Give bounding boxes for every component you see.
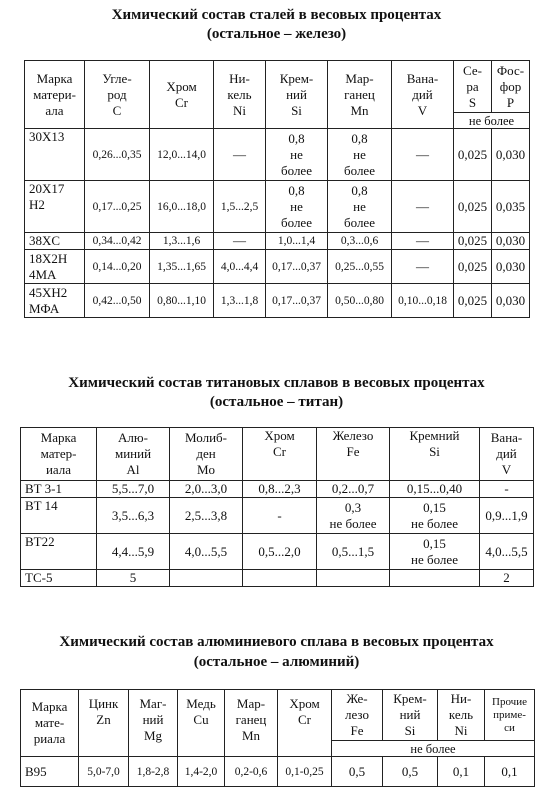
table-cell: 0,035 [492,181,530,233]
table-cell: 0,8 не более [266,181,328,233]
table-cell: 38XC [25,233,85,250]
header-cell: Хром Cr [278,690,332,757]
table-row [25,129,530,181]
table-cell: 0,2-0,6 [225,757,278,787]
table-cell: 0,15 не более [390,498,480,534]
table-cell: 20X17 H2 [25,181,85,233]
header-cell: Фос- фор P [492,61,530,113]
table-cell: 5,5...7,0 [97,481,170,498]
header-cell: Марка матер- иала [21,428,97,481]
header-cell: Хром Cr [243,428,317,481]
header-cell: Марка мате- риала [21,690,79,757]
header-cell: Марка матери- ала [25,61,85,129]
table-cell: 0,025 [454,129,492,181]
table-cell: BT22 [21,534,97,570]
header-cell: Мар- ганец Mn [328,61,392,129]
table-cell: 0,80...1,10 [150,284,214,318]
titanium-title: Химический состав титановых сплавов в весовых процентах [68,375,485,391]
table-cell: 0,8 не более [266,129,328,181]
table-cell: — [392,250,454,284]
header-cell: Железо Fe [317,428,390,481]
table-cell: TC-5 [21,570,97,587]
table-cell [170,570,243,587]
table-cell: 1,35...1,65 [150,250,214,284]
table-row [21,481,534,498]
table-cell: 0,030 [492,250,530,284]
table-cell [317,570,390,587]
table-cell: 0,17...0,37 [266,284,328,318]
aluminium-table [20,689,535,787]
table-cell: BT 14 [21,498,97,534]
steel-table [24,60,530,318]
table-cell: 0,9...1,9 [480,498,534,534]
table-cell: 0,8 не более [328,129,392,181]
table-cell: 12,0...14,0 [150,129,214,181]
table-cell: - [480,481,534,498]
table-cell: 0,10...0,18 [392,284,454,318]
table-row [25,284,530,318]
table-row [21,498,534,534]
aluminium-header-row [21,690,535,741]
table-cell: 1,5...2,5 [214,181,266,233]
steel-header-row [25,61,530,113]
table-cell: 1,8-2,8 [129,757,178,787]
table-cell: 0,42...0,50 [85,284,150,318]
header-cell: Вана- дий V [480,428,534,481]
table-cell: 0,15...0,40 [390,481,480,498]
table-cell: — [392,233,454,250]
table-cell: 0,5 [332,757,383,787]
table-cell: 0,17...0,25 [85,181,150,233]
table-cell: 0,1-0,25 [278,757,332,787]
table-cell: 4,0...5,5 [480,534,534,570]
table-cell: 0,025 [454,284,492,318]
table-cell: 0,8 не более [328,181,392,233]
header-cell: Се- ра S [454,61,492,113]
titanium-subtitle: (остальное – титан) [209,394,344,410]
header-cell: Мар- ганец Mn [225,690,278,757]
header-cell: Алю- миний Al [97,428,170,481]
header-cell: Медь Cu [178,690,225,757]
table-row [25,181,530,233]
table-cell: 0,3...0,6 [328,233,392,250]
table-cell: 16,0...18,0 [150,181,214,233]
header-cell: Крем- ний Si [266,61,328,129]
table-cell: 0,25...0,55 [328,250,392,284]
table-cell: 30X13 [25,129,85,181]
header-cell: Угле- род C [85,61,150,129]
header-cell: Цинк Zn [79,690,129,757]
table-cell: 0,030 [492,284,530,318]
header-cell: Крем- ний Si [383,690,438,741]
table-cell: 0,34...0,42 [85,233,150,250]
table-cell: 0,030 [492,233,530,250]
table-row [25,233,530,250]
header-cell: Хром Cr [150,61,214,129]
table-cell: 2,0...3,0 [170,481,243,498]
table-cell: — [214,129,266,181]
table-cell: 0,17...0,37 [266,250,328,284]
table-cell: BT 3-1 [21,481,97,498]
table-cell: 4,0...4,4 [214,250,266,284]
table-cell: 0,025 [454,233,492,250]
table-cell: 3,5...6,3 [97,498,170,534]
table-cell: 0,5...2,0 [243,534,317,570]
table-cell: — [392,181,454,233]
table-cell: 0,50...0,80 [328,284,392,318]
table-cell: 0,8...2,3 [243,481,317,498]
table-row [21,534,534,570]
table-row [21,757,535,787]
table-cell: 4,0...5,5 [170,534,243,570]
table-cell: 4,4...5,9 [97,534,170,570]
table-cell: 0,2...0,7 [317,481,390,498]
subheader-cell: не более [454,113,530,129]
table-cell: 0,15 не более [390,534,480,570]
table-row [25,250,530,284]
table-cell: 0,025 [454,181,492,233]
table-cell: 5,0-7,0 [79,757,129,787]
table-cell: 0,1 [438,757,485,787]
table-cell: — [392,129,454,181]
titanium-table [20,427,534,587]
table-cell: 18X2H 4MA [25,250,85,284]
header-cell: Же- лезо Fe [332,690,383,741]
table-cell: 0,26...0,35 [85,129,150,181]
table-cell: 0,030 [492,129,530,181]
table-cell: 2 [480,570,534,587]
table-cell: 45XH2 МФА [25,284,85,318]
steel-title: Химический состав сталей в весовых процентах [111,7,442,23]
table-cell: 5 [97,570,170,587]
header-cell: Вана- дий V [392,61,454,129]
table-cell: 1,4-2,0 [178,757,225,787]
header-cell: Прочие приме- си [485,690,535,741]
steel-subtitle: (остальное – железо) [206,26,347,42]
header-cell: Молиб- ден Mo [170,428,243,481]
aluminium-title: Химический состав алюминиевого сплава в весовых процентах [59,634,494,650]
subheader-cell: не более [332,741,535,757]
table-cell: 0,1 [485,757,535,787]
table-cell: 2,5...3,8 [170,498,243,534]
table-cell: B95 [21,757,79,787]
table-cell: - [243,498,317,534]
header-cell: Ни- кель Ni [214,61,266,129]
titanium-header-row [21,428,534,481]
table-cell: 0,5...1,5 [317,534,390,570]
aluminium-subtitle: (остальное – алюминий) [193,654,360,670]
header-cell: Ни- кель Ni [438,690,485,741]
table-cell: 1,3...1,8 [214,284,266,318]
table-cell: 0,025 [454,250,492,284]
header-cell: Маг- ний Mg [129,690,178,757]
table-cell: 1,3...1,6 [150,233,214,250]
table-cell: 0,5 [383,757,438,787]
table-cell: — [214,233,266,250]
table-row [21,570,534,587]
table-cell: 1,0...1,4 [266,233,328,250]
table-cell: 0,14...0,20 [85,250,150,284]
table-cell [243,570,317,587]
table-cell: 0,3 не более [317,498,390,534]
header-cell: Кремний Si [390,428,480,481]
table-cell [390,570,480,587]
